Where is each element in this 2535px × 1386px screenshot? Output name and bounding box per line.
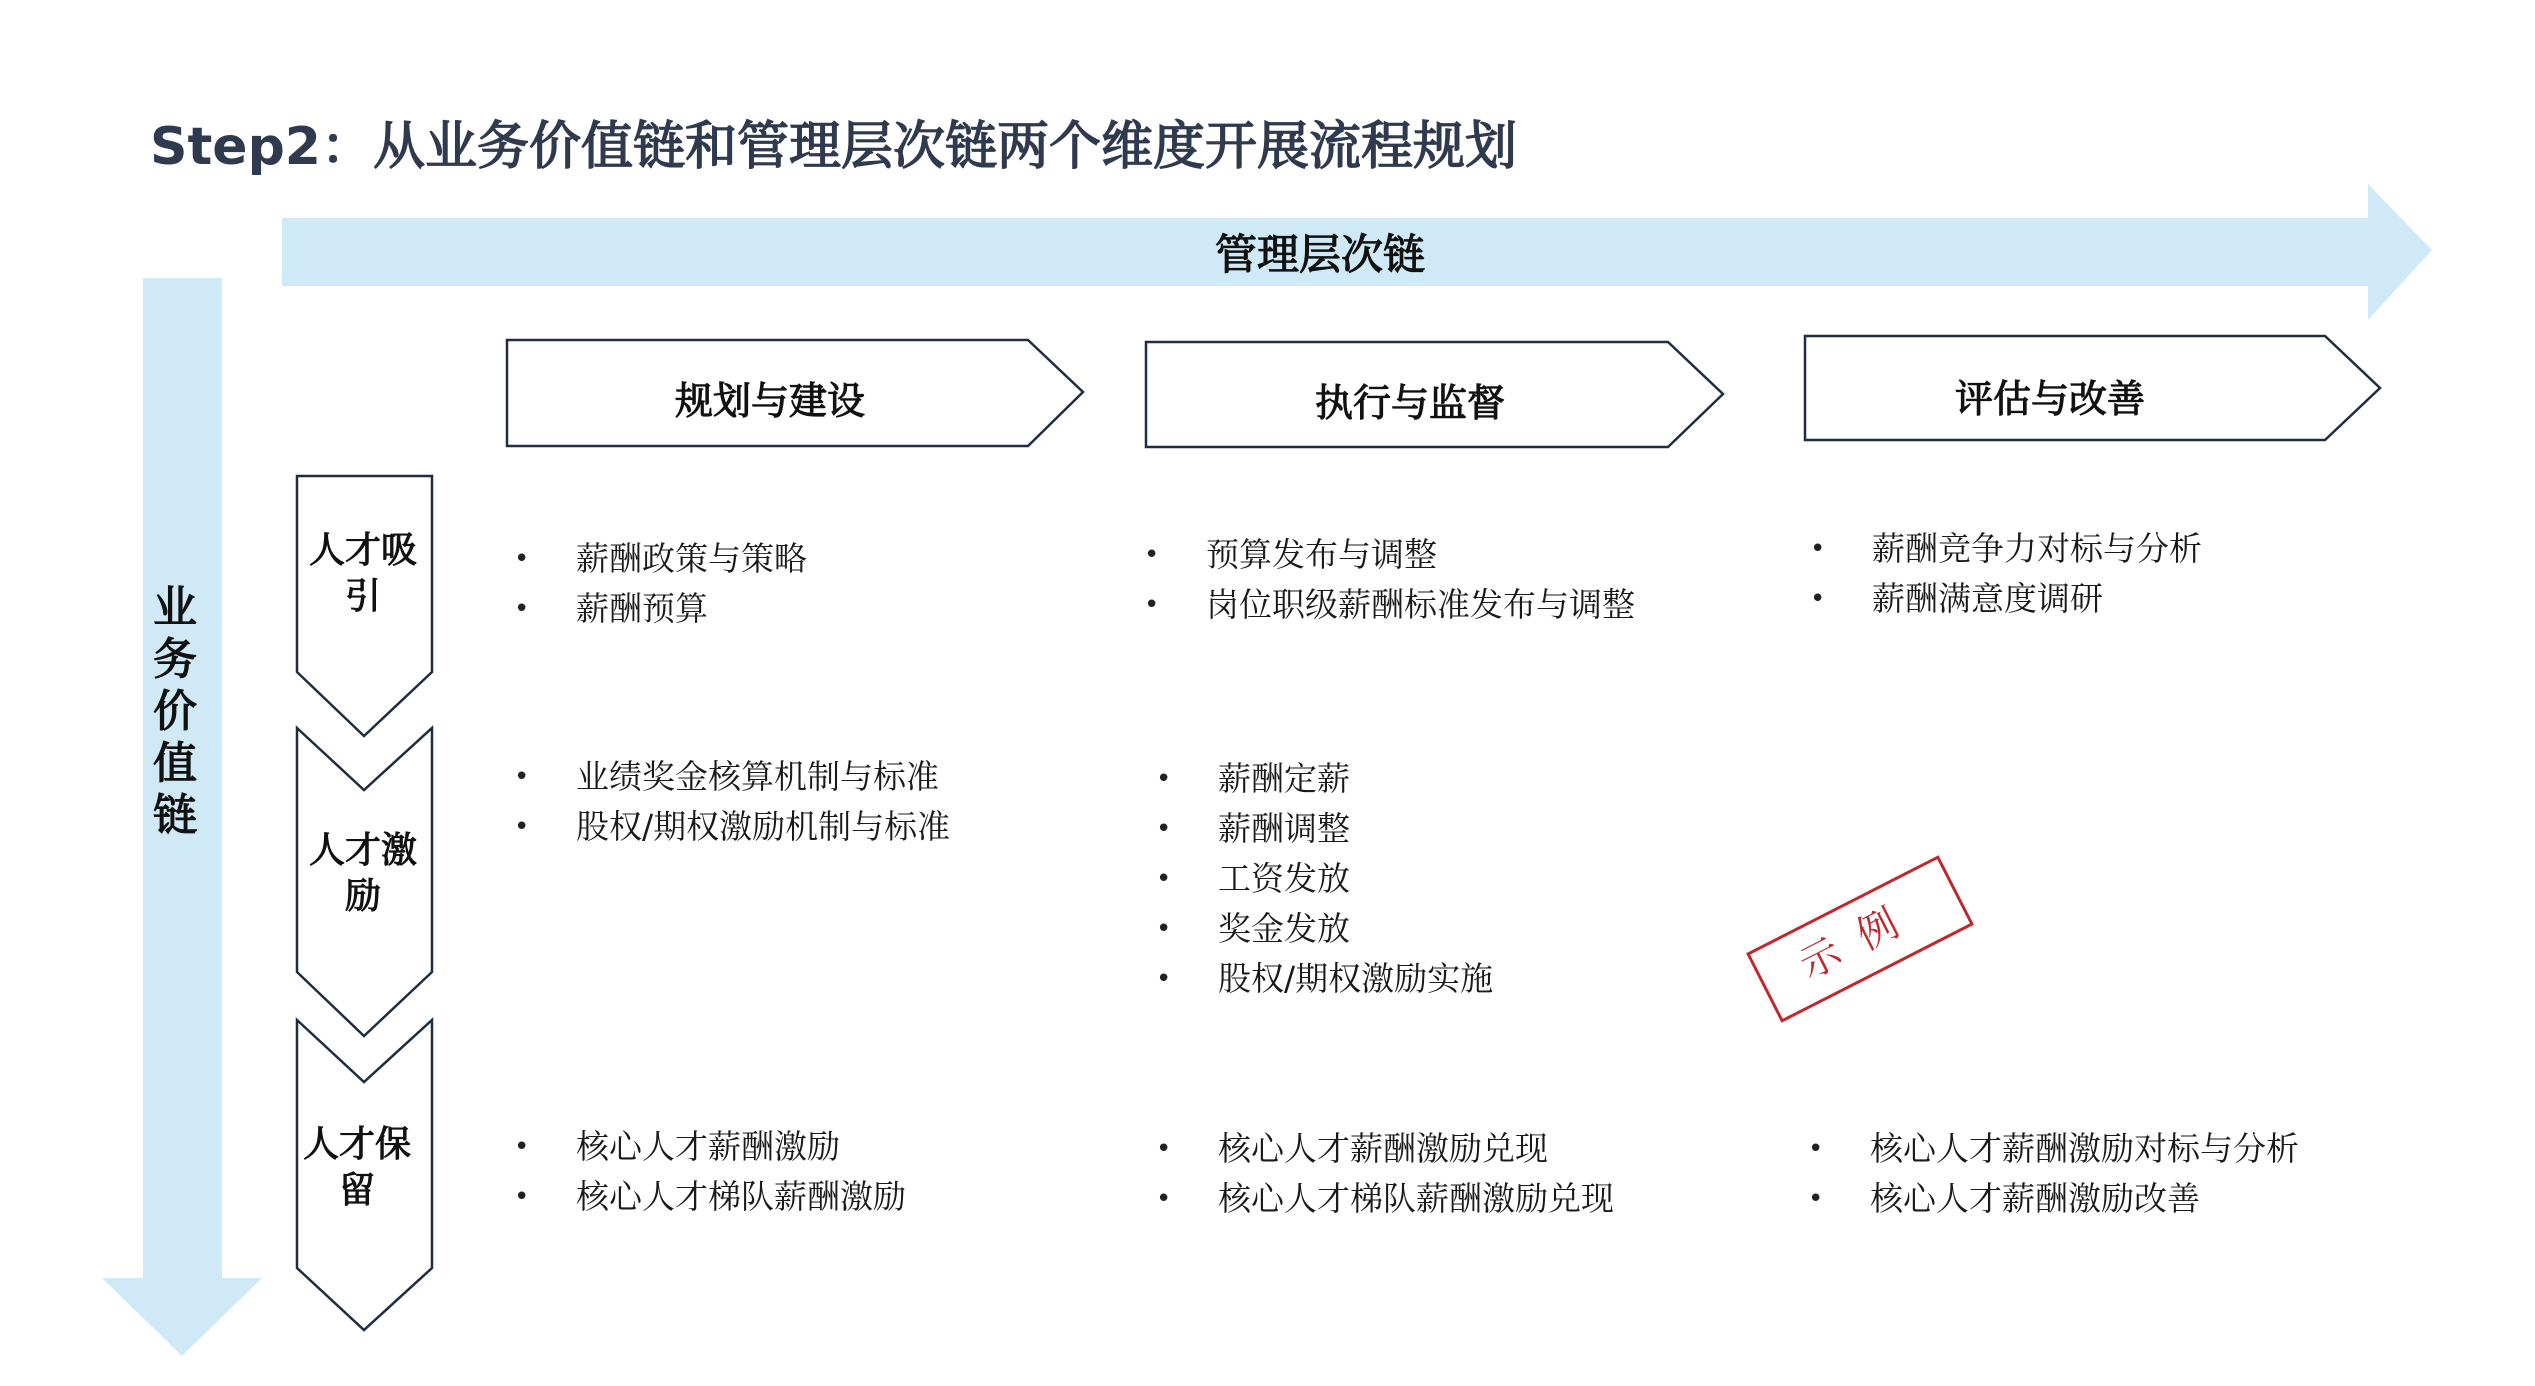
list-item: • 核心人才薪酬激励对标与分析 xyxy=(1808,1124,2299,1174)
cell-retention-planning xyxy=(514,1122,906,1222)
list-item: • 薪酬调整 xyxy=(1156,804,1493,854)
list-item: • 薪酬竞争力对标与分析 xyxy=(1810,524,2202,574)
list-item: • 业绩奖金核算机制与标准 xyxy=(514,752,950,802)
list-item: • 工资发放 xyxy=(1156,854,1493,904)
cell-attraction-evaluation xyxy=(1810,524,2202,624)
row-label-incentive: 人才激励 xyxy=(308,830,417,917)
list-item: • 核心人才薪酬激励兑现 xyxy=(1156,1124,1614,1174)
list-item: • 薪酬定薪 xyxy=(1156,754,1493,804)
cell-retention-execution xyxy=(1156,1124,1614,1224)
list-item: • 岗位职级薪酬标准发布与调整 xyxy=(1144,580,1635,630)
list-item: • 股权/期权激励机制与标准 xyxy=(514,802,950,852)
list-item: • 核心人才薪酬激励 xyxy=(514,1122,906,1172)
list-item: • 核心人才梯队薪酬激励 xyxy=(514,1172,906,1222)
list-item: • 预算发布与调整 xyxy=(1144,530,1635,580)
phase-label-evaluation: 评估与改善 xyxy=(1954,377,2145,421)
example-stamp: 示例 xyxy=(1746,855,1974,1023)
page-title: Step2：从业务价值链和管理层次链两个维度开展流程规划 xyxy=(150,117,1517,177)
business-chain-label: 业务价值链 xyxy=(153,582,197,841)
list-item: • 薪酬满意度调研 xyxy=(1810,574,2202,624)
cell-retention-evaluation xyxy=(1808,1124,2299,1224)
list-item: • 薪酬预算 xyxy=(514,584,807,634)
list-item: • 股权/期权激励实施 xyxy=(1156,954,1493,1004)
management-chain-label: 管理层次链 xyxy=(1214,230,1425,279)
cell-incentive-execution xyxy=(1156,754,1493,1004)
list-item: • 核心人才薪酬激励改善 xyxy=(1808,1174,2299,1224)
cell-incentive-planning xyxy=(514,752,950,852)
phase-label-planning: 规划与建设 xyxy=(674,379,865,423)
list-item: • 核心人才梯队薪酬激励兑现 xyxy=(1156,1174,1614,1224)
phase-label-execution: 执行与监督 xyxy=(1314,381,1505,425)
cell-attraction-planning xyxy=(514,534,807,634)
cell-attraction-execution xyxy=(1144,530,1635,630)
list-item: • 奖金发放 xyxy=(1156,904,1493,954)
list-item: • 薪酬政策与策略 xyxy=(514,534,807,584)
row-label-retention: 人才保留 xyxy=(302,1124,411,1211)
row-label-attraction: 人才吸引 xyxy=(308,530,417,617)
